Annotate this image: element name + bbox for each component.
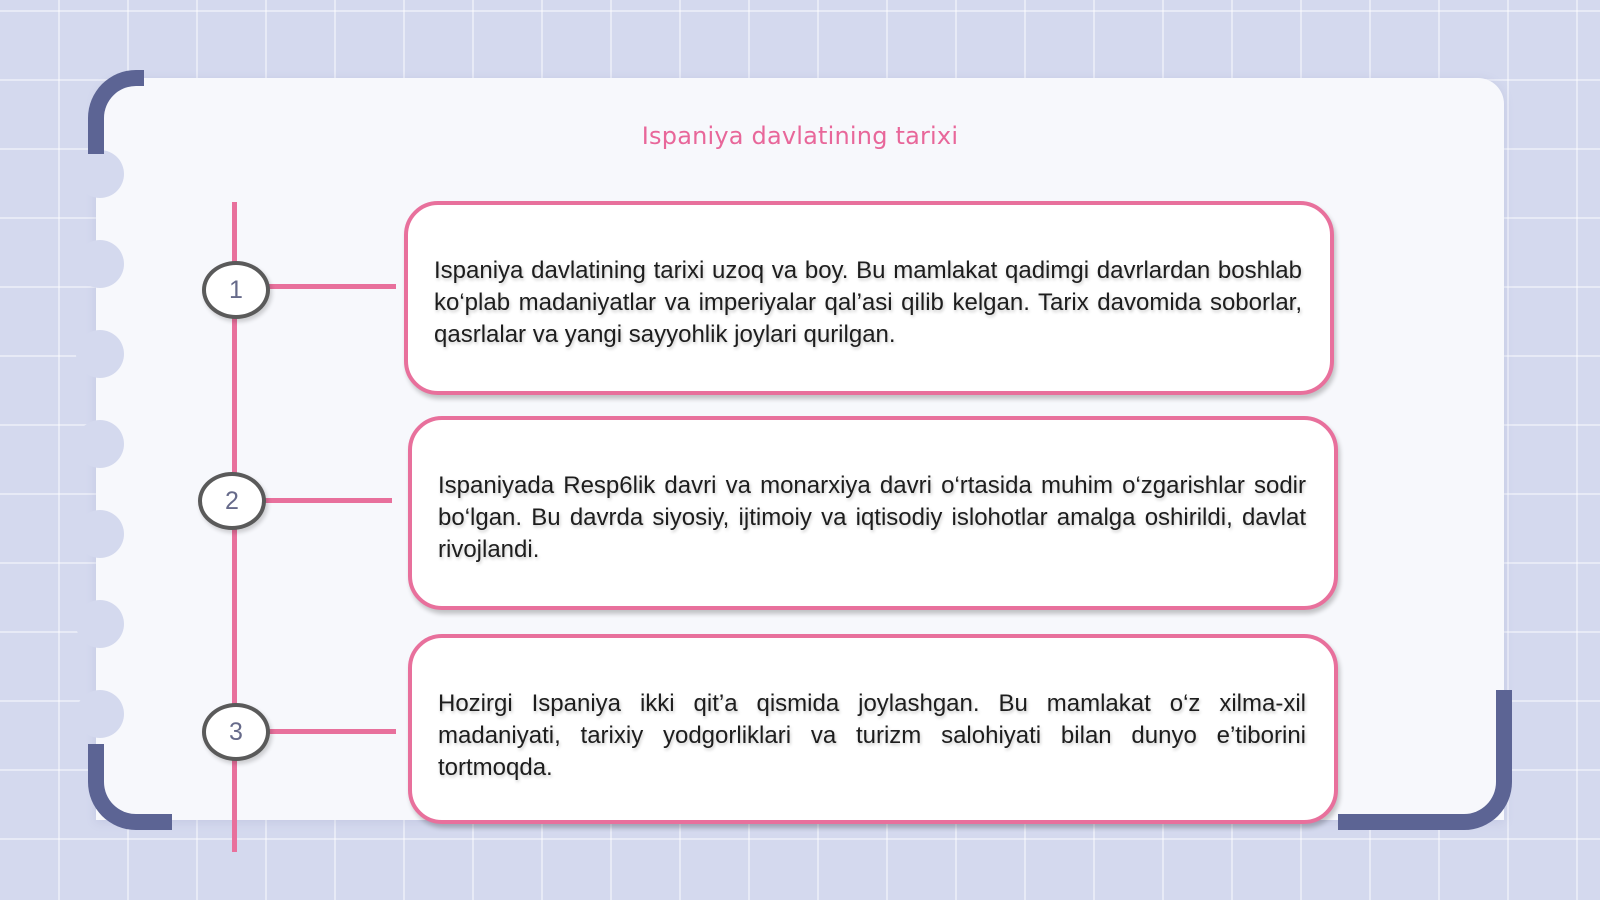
timeline-card-text: Hozirgi Ispaniya ikki qit’a qismida joylashgan. Bu mamlakat o‘z xilma-xil madaniyati, tarixiy yodgorliklari va turizm salohiyati bilan dunyo e’tiborini tortmoqda.	[438, 690, 1306, 781]
timeline-card-text: Ispaniyada Resp6lik davri va monarxiya davri o‘rtasida muhim o‘zgarishlar sodir bo‘lgan. Bu davrda siyosiy, ijtimoiy va iqtisodiy islohotlar amalga oshirildi, davlat rivojlandi.	[438, 472, 1306, 563]
timeline-card-3	[408, 634, 1338, 824]
paper-notch	[76, 330, 124, 378]
timeline-number: 2	[225, 486, 239, 515]
timeline-marker-3	[202, 703, 270, 761]
paper-notch	[76, 150, 124, 198]
timeline-marker-2	[198, 472, 266, 530]
timeline-marker-1	[202, 261, 270, 319]
timeline-card-2	[408, 416, 1338, 610]
timeline-card-text: Ispaniya davlatining tarixi uzoq va boy. Bu mamlakat qadimgi davrlardan boshlab ko‘plab madaniyatlar va imperiyalar qal’asi qilib kelgan. Tarix davomida soborlar, qasrlalar va yangi sayyohlik joylari qurilgan.	[434, 257, 1302, 348]
paper-notch	[76, 420, 124, 468]
paper-notch	[76, 690, 124, 738]
frame-corner-top-left	[88, 70, 144, 154]
timeline-connector	[266, 284, 396, 289]
timeline-number: 3	[229, 717, 243, 746]
timeline-connector	[266, 729, 396, 734]
timeline-card-1	[404, 201, 1334, 395]
paper-notch	[76, 240, 124, 288]
paper-notch	[76, 510, 124, 558]
slide-title: Ispaniya davlatining tarixi	[641, 122, 959, 150]
timeline-number: 1	[229, 275, 243, 304]
frame-corner-bottom-right	[1338, 690, 1512, 830]
timeline-connector	[262, 498, 392, 503]
paper-notch	[76, 600, 124, 648]
